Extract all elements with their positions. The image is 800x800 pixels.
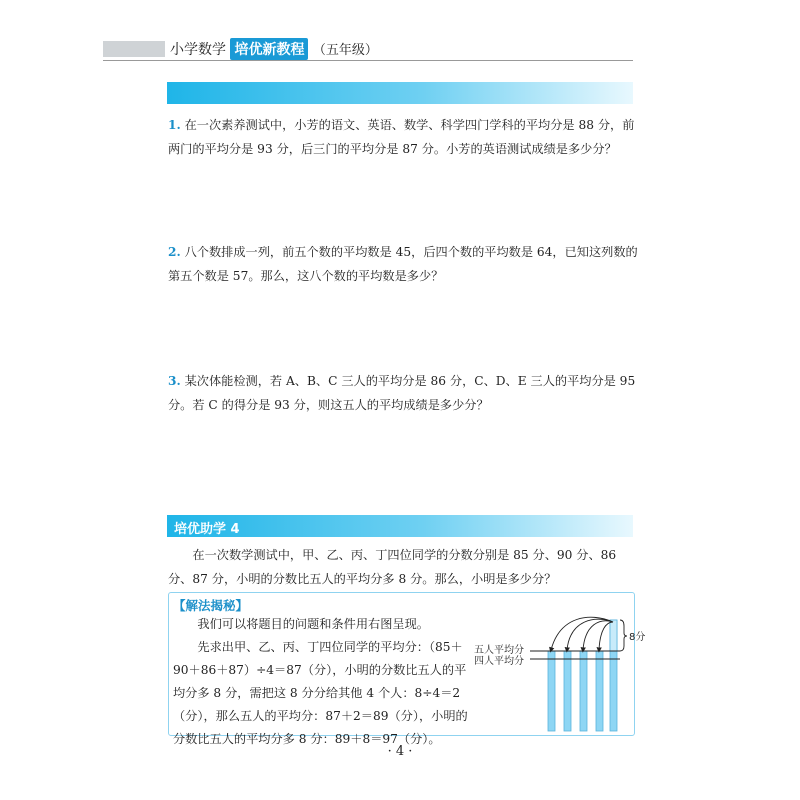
question-1-text: 在一次素养测试中，小芳的语文、英语、数学、科学四门学科的平均分是 88 分，前两门的平均分是 93 分，后三门的平均分是 87 分。小芳的英语测试成绩是多少分？ (168, 118, 635, 156)
label-four-average: 四人平均分 (474, 656, 524, 667)
section-bar (167, 82, 633, 104)
average-diagram (470, 606, 646, 732)
header-subject: 小学数学 (170, 42, 226, 58)
question-1-number: 1. (168, 118, 181, 132)
column-yi (564, 651, 571, 731)
solution-title: 【解法揭秘】 (173, 598, 249, 613)
header-brand: 培优新教程 (230, 38, 308, 60)
header-divider (103, 60, 633, 61)
tip-bar (167, 515, 633, 537)
tip-title: 培优助学 4 (174, 522, 240, 537)
question-3-text: 某次体能检测，若 A、B、C 三人的平均分是 86 分，C、D、E 三人的平均分是 95 分。若 C 的得分是 93 分，则这五人的平均成绩是多少分？ (168, 374, 636, 412)
tip-intro: 在一次数学测试中，甲、乙、丙、丁四位同学的分数分别是 85 分、90 分、86 分、87 分，小明的分数比五人的平均分多 8 分。那么，小明是多少分？ (168, 548, 617, 586)
question-1 (168, 113, 638, 161)
arc-to-bing (583, 621, 613, 650)
column-bing (580, 651, 587, 731)
header-gray-block (103, 41, 165, 57)
solution-text (173, 613, 473, 751)
label-five-average: 五人平均分 (474, 645, 524, 656)
label-extra: 8分 (629, 632, 646, 643)
solution-line-1: 我们可以将题目的问题和条件用右图呈现。 (197, 617, 429, 631)
column-ding (596, 651, 603, 731)
arc-to-jia (551, 617, 613, 650)
arc-to-yi (567, 619, 613, 650)
question-3 (168, 369, 638, 417)
question-2-text: 八个数排成一列，前五个数的平均数是 45，后四个数的平均数是 64，已知这列数的第五个数是 57。那么，这八个数的平均数是多少？ (168, 245, 638, 283)
question-3-number: 3. (168, 374, 181, 388)
page-number: · 4 · (387, 744, 413, 759)
header-title (170, 38, 378, 60)
extra-portion (610, 620, 617, 651)
extra-brace (620, 620, 627, 651)
solution-line-2: 先求出甲、乙、丙、丁四位同学的平均分：（85＋90＋86＋87）÷4＝87（分），小明的分数比五人的平均分多 8 分，需把这 8 分分给其他 4 个人：8÷4＝2（分），那么五人的平均分：87＋2＝89（分），小明的分数比五人的平均分多 8 分：89＋8＝97（分）。 (173, 640, 468, 746)
header-grade: （五年级） (312, 43, 378, 58)
column-jia (548, 651, 555, 731)
question-2 (168, 240, 638, 288)
question-2-number: 2. (168, 245, 181, 259)
